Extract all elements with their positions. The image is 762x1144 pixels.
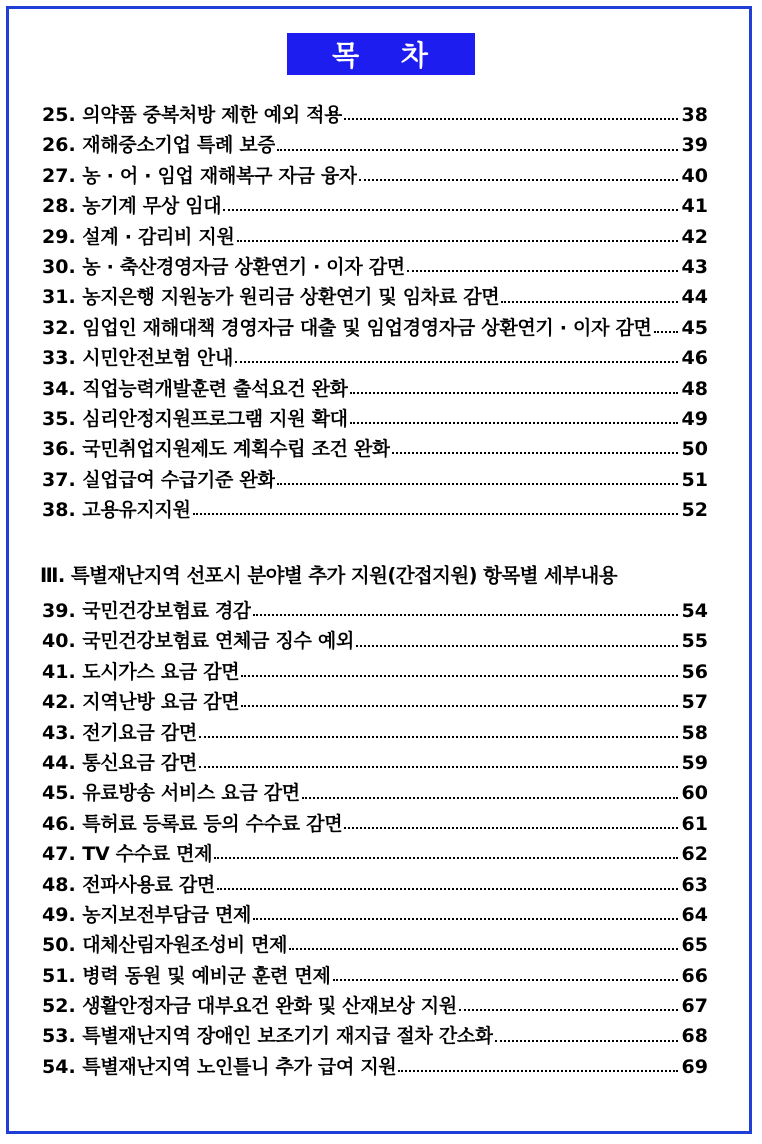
toc-entry[interactable] xyxy=(42,130,708,160)
toc-entry-number: 49. xyxy=(42,903,76,926)
toc-entry[interactable] xyxy=(42,596,708,626)
dot-leader xyxy=(199,766,678,768)
toc-entry-label: 고용유지지원 xyxy=(82,499,191,522)
toc-entry[interactable] xyxy=(42,687,708,717)
toc-entry-number: 38. xyxy=(42,499,76,522)
toc-entry-label: 대체산림자원조성비 면제 xyxy=(82,934,288,957)
toc-entry-number: 51. xyxy=(42,964,76,987)
toc-entry-page: 62 xyxy=(681,843,708,866)
toc-entry-number: 27. xyxy=(42,164,76,187)
dot-leader xyxy=(302,797,678,799)
toc-entry[interactable] xyxy=(42,343,708,373)
toc-entry-label: 유료방송 서비스 요금 감면 xyxy=(82,782,300,805)
dot-leader xyxy=(344,118,678,120)
toc-entry[interactable] xyxy=(42,1052,708,1082)
toc-entry[interactable] xyxy=(42,930,708,960)
dot-leader xyxy=(356,645,678,647)
toc-entry-label: 국민건강보험료 연체금 징수 예외 xyxy=(82,630,354,653)
toc-entry-page: 51 xyxy=(681,468,708,491)
toc-entry-page: 61 xyxy=(681,812,708,835)
toc-entry-number: 43. xyxy=(42,721,76,744)
toc-entry[interactable] xyxy=(42,961,708,991)
toc-entry-number: 54. xyxy=(42,1055,76,1078)
toc-entry-number: 44. xyxy=(42,751,76,774)
toc-entry-label: 국민취업지원제도 계획수립 조건 완화 xyxy=(82,438,391,461)
toc-entry-page: 46 xyxy=(681,347,708,370)
dot-leader xyxy=(398,1070,678,1072)
toc-entry[interactable] xyxy=(42,161,708,191)
dot-leader xyxy=(459,1009,678,1011)
toc-entry[interactable] xyxy=(42,748,708,778)
toc-entry-number: 42. xyxy=(42,691,76,714)
toc-entry[interactable] xyxy=(42,870,708,900)
toc-entry[interactable] xyxy=(42,465,708,495)
toc-entry[interactable] xyxy=(42,282,708,312)
dot-leader xyxy=(359,179,678,181)
toc-entry[interactable] xyxy=(42,809,708,839)
toc-entry-label: 직업능력개발훈련 출석요건 완화 xyxy=(82,377,348,400)
toc-entry-page: 39 xyxy=(681,134,708,157)
toc-entry[interactable] xyxy=(42,900,708,930)
toc-entry-label: 도시가스 요금 감면 xyxy=(82,660,240,683)
toc-entry-page: 49 xyxy=(681,407,708,430)
toc-entry-page: 43 xyxy=(681,255,708,278)
toc-entry-label: 재해중소기업 특례 보증 xyxy=(82,134,276,157)
toc-entry-page: 40 xyxy=(681,164,708,187)
toc-entry-number: 35. xyxy=(42,407,76,430)
toc-entry-page: 54 xyxy=(681,600,708,622)
toc-entry[interactable] xyxy=(42,1021,708,1051)
toc-entry-page: 63 xyxy=(681,873,708,896)
dot-leader xyxy=(199,736,678,738)
toc-entry-page: 68 xyxy=(681,1025,708,1048)
toc-entry[interactable] xyxy=(42,222,708,252)
toc-entry-label: 실업급여 수급기준 완화 xyxy=(82,468,276,491)
toc-entry-number: 25. xyxy=(42,104,76,126)
toc-entry-number: 45. xyxy=(42,782,76,805)
dot-leader xyxy=(495,1040,678,1042)
toc-entry-number: 41. xyxy=(42,660,76,683)
toc-entry-page: 56 xyxy=(681,660,708,683)
toc-entry-label: 통신요금 감면 xyxy=(82,751,197,774)
toc-entry-label: 농지보전부담금 면제 xyxy=(82,903,252,926)
toc-title: 목 차 xyxy=(287,33,475,75)
toc-entry[interactable] xyxy=(42,626,708,656)
toc-entry-number: 32. xyxy=(42,316,76,339)
toc-entry-page: 42 xyxy=(681,225,708,248)
toc-entry-number: 31. xyxy=(42,286,76,309)
toc-entry[interactable] xyxy=(42,495,708,525)
toc-entry-label: 심리안정지원프로그램 지원 확대 xyxy=(82,407,348,430)
toc-entry-label: TV 수수료 면제 xyxy=(82,843,213,866)
dot-leader xyxy=(253,614,678,616)
dot-leader xyxy=(241,675,678,677)
toc-entry-number: 28. xyxy=(42,195,76,218)
toc-entry[interactable] xyxy=(42,404,708,434)
toc-entry-page: 67 xyxy=(681,995,708,1018)
toc-entry[interactable] xyxy=(42,839,708,869)
toc-entry-label: 전기요금 감면 xyxy=(82,721,197,744)
section-heading: Ⅲ. 특별재난지역 선포시 분야별 추가 지원(간접지원) 항목별 세부내용 xyxy=(40,564,617,587)
toc-entry-page: 66 xyxy=(681,964,708,987)
toc-entry-label: 설계 · 감리비 지원 xyxy=(82,225,235,248)
toc-entry-number: 26. xyxy=(42,134,76,157)
dot-leader xyxy=(214,857,678,859)
toc-entry-number: 53. xyxy=(42,1025,76,1048)
dot-leader xyxy=(350,422,678,424)
toc-entry-number: 46. xyxy=(42,812,76,835)
toc-entry-number: 39. xyxy=(42,600,76,622)
dot-leader xyxy=(235,361,678,363)
toc-entry-label: 생활안정자금 대부요건 완화 및 산재보상 지원 xyxy=(82,995,457,1018)
toc-entry[interactable] xyxy=(42,778,708,808)
toc-entry[interactable] xyxy=(42,313,708,343)
toc-entry-number: 29. xyxy=(42,225,76,248)
toc-entry-page: 65 xyxy=(681,934,708,957)
dot-leader xyxy=(253,918,678,920)
toc-entry-number: 40. xyxy=(42,630,76,653)
toc-entry-page: 48 xyxy=(681,377,708,400)
toc-entry-page: 38 xyxy=(681,104,708,126)
toc-entry-number: 36. xyxy=(42,438,76,461)
toc-entry-number: 52. xyxy=(42,995,76,1018)
dot-leader xyxy=(237,240,678,242)
toc-entry-number: 30. xyxy=(42,255,76,278)
toc-entry-page: 50 xyxy=(681,438,708,461)
dot-leader xyxy=(392,452,678,454)
toc-entry-number: 37. xyxy=(42,468,76,491)
toc-list-part2 xyxy=(42,596,708,1082)
toc-entry[interactable] xyxy=(42,991,708,1021)
toc-entry[interactable] xyxy=(42,657,708,687)
toc-entry-page: 69 xyxy=(681,1055,708,1078)
dot-leader xyxy=(241,705,678,707)
toc-entry-label: 농기계 무상 임대 xyxy=(82,195,222,218)
dot-leader xyxy=(289,948,678,950)
toc-entry[interactable] xyxy=(42,100,708,130)
toc-entry-number: 34. xyxy=(42,377,76,400)
toc-entry-label: 농지은행 지원농가 원리금 상환연기 및 임차료 감면 xyxy=(82,286,500,309)
toc-entry-page: 59 xyxy=(681,751,708,774)
toc-entry-page: 60 xyxy=(681,782,708,805)
toc-entry-label: 특별재난지역 노인틀니 추가 급여 지원 xyxy=(82,1055,397,1078)
dot-leader xyxy=(193,513,678,515)
toc-entry-label: 임업인 재해대책 경영자금 대출 및 임업경영자금 상환연기 · 이자 감면 xyxy=(82,316,652,339)
dot-leader xyxy=(277,483,678,485)
toc-entry-page: 64 xyxy=(681,903,708,926)
toc-entry[interactable] xyxy=(42,374,708,404)
toc-list-part1 xyxy=(42,100,708,525)
dot-leader xyxy=(217,888,678,890)
toc-entry-label: 국민건강보험료 경감 xyxy=(82,600,252,622)
dot-leader xyxy=(344,827,678,829)
toc-entry[interactable] xyxy=(42,252,708,282)
toc-entry-page: 58 xyxy=(681,721,708,744)
dot-leader xyxy=(407,270,678,272)
toc-entry-number: 50. xyxy=(42,934,76,957)
toc-entry-page: 41 xyxy=(681,195,708,218)
toc-entry-label: 병력 동원 및 예비군 훈련 면제 xyxy=(82,964,331,987)
toc-entry-label: 의약품 중복처방 제한 예외 적용 xyxy=(82,104,343,126)
toc-entry[interactable] xyxy=(42,191,708,221)
toc-entry-page: 57 xyxy=(681,691,708,714)
toc-entry-label: 지역난방 요금 감면 xyxy=(82,691,240,714)
toc-entry[interactable] xyxy=(42,718,708,748)
dot-leader xyxy=(350,392,678,394)
toc-entry-label: 농 · 축산경영자금 상환연기 · 이자 감면 xyxy=(82,255,405,278)
dot-leader xyxy=(333,979,678,981)
dot-leader xyxy=(277,149,678,151)
toc-entry-number: 33. xyxy=(42,347,76,370)
dot-leader xyxy=(654,331,678,333)
dot-leader xyxy=(223,209,678,211)
toc-entry-page: 45 xyxy=(681,316,708,339)
toc-entry-page: 44 xyxy=(681,286,708,309)
toc-entry-label: 특별재난지역 장애인 보조기기 재지급 절차 간소화 xyxy=(82,1025,494,1048)
toc-entry-number: 48. xyxy=(42,873,76,896)
toc-entry-number: 47. xyxy=(42,843,76,866)
toc-entry-label: 전파사용료 감면 xyxy=(82,873,215,896)
toc-entry-label: 농 · 어 · 임업 재해복구 자금 융자 xyxy=(82,164,357,187)
toc-entry-label: 시민안전보험 안내 xyxy=(82,347,234,370)
toc-entry-page: 52 xyxy=(681,499,708,522)
toc-entry-page: 55 xyxy=(681,630,708,653)
toc-entry-label: 특허료 등록료 등의 수수료 감면 xyxy=(82,812,343,835)
dot-leader xyxy=(501,301,678,303)
toc-entry[interactable] xyxy=(42,434,708,464)
